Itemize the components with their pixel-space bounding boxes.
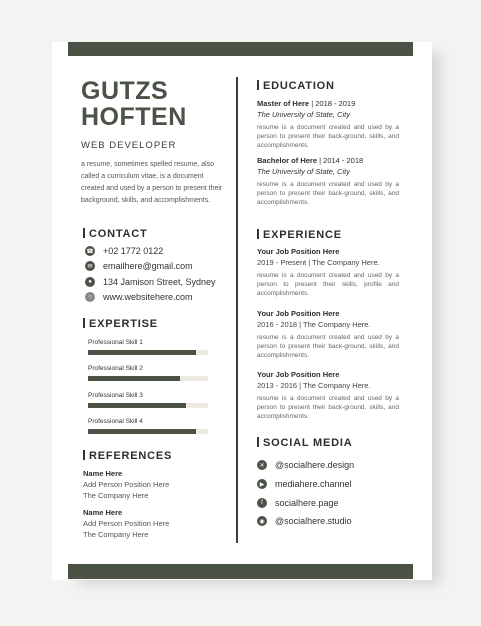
expertise-heading: EXPERTISE xyxy=(83,318,158,330)
contact-website xyxy=(85,292,193,302)
experience-desc: resume is a document created and used by a person to present their back-ground, skills, and accomplishments. xyxy=(257,334,399,359)
contact-heading: CONTACT xyxy=(83,228,148,240)
social-youtube xyxy=(257,479,352,489)
bottom-accent-bar xyxy=(68,564,413,579)
education-degree-line xyxy=(257,156,399,165)
reference-company: The Company Here xyxy=(83,491,149,500)
education-years: | 2018 - 2019 xyxy=(309,99,356,108)
social-facebook xyxy=(257,498,339,508)
contact-phone xyxy=(85,246,163,256)
skill-item xyxy=(88,365,208,381)
social-x xyxy=(257,460,354,470)
experience-position xyxy=(257,247,399,256)
skill-label: Professional Skill 2 xyxy=(88,365,143,372)
skill-fill xyxy=(88,376,180,381)
address-text: 134 Jamison Street, Sydney xyxy=(103,277,216,287)
youtube-icon: ▶ xyxy=(257,479,267,489)
skill-fill xyxy=(88,429,196,434)
experience-position-text: Your Job Position Here xyxy=(257,247,340,256)
experience-desc: resume is a document created and used by a person to present their back-ground, skills, and accomplishments. xyxy=(257,395,399,420)
skill-track xyxy=(88,429,208,434)
skill-item xyxy=(88,339,208,355)
reference-company: The Company Here xyxy=(83,530,149,539)
experience-item xyxy=(257,370,399,421)
experience-meta: 2013 - 2016 | The Company Here. xyxy=(257,381,371,390)
education-item xyxy=(257,156,399,207)
education-heading: EDUCATION xyxy=(257,80,335,92)
experience-heading: EXPERIENCE xyxy=(257,229,342,241)
reference-position: Add Person Position Here xyxy=(83,519,170,528)
reference-position: Add Person Position Here xyxy=(83,480,170,489)
social-facebook-text: socialhere.page xyxy=(275,498,339,508)
social-heading: SOCIAL MEDIA xyxy=(257,437,352,449)
experience-position-text: Your Job Position Here xyxy=(257,309,340,318)
skill-label: Professional Skill 3 xyxy=(88,392,143,399)
social-x-text: @socialhere.design xyxy=(275,460,355,470)
education-degree: Master of Here xyxy=(257,99,310,108)
reference-name: Name Here xyxy=(83,508,123,517)
reference-item xyxy=(83,507,169,540)
education-desc: resume is a document created and used by a person to present their back-ground, skills, and accomplishments. xyxy=(257,124,399,149)
experience-meta: 2016 - 2018 | The Company Here. xyxy=(257,320,371,329)
education-item xyxy=(257,99,399,150)
about-text: a resume, sometimes spelled resume, also called a curriculum vitae, is a document created and used by a person to present their background, skills, and accomplishments. xyxy=(81,161,223,204)
reference-name: Name Here xyxy=(83,469,123,478)
experience-position xyxy=(257,309,399,318)
experience-item xyxy=(257,309,399,360)
skill-fill xyxy=(88,403,186,408)
phone-text: +02 1772 0122 xyxy=(103,246,164,256)
skill-track xyxy=(88,403,208,408)
education-school: The University of State, City xyxy=(257,167,350,176)
reference-item xyxy=(83,468,169,501)
skill-label: Professional Skill 1 xyxy=(88,339,143,346)
globe-icon: ○ xyxy=(85,292,95,302)
email-icon: ✉ xyxy=(85,261,95,271)
top-accent-bar xyxy=(68,42,413,56)
experience-position-text: Your Job Position Here xyxy=(257,370,340,379)
social-instagram-text: @socialhere.studio xyxy=(275,516,352,526)
experience-desc: resume is a document created and used by a person to present their skills, profile and accomplishments. xyxy=(257,272,399,297)
education-degree: Bachelor of Here xyxy=(257,156,318,165)
instagram-icon: ◉ xyxy=(257,516,267,526)
skill-item xyxy=(88,392,208,408)
experience-position xyxy=(257,370,399,379)
social-instagram xyxy=(257,516,352,526)
skill-fill xyxy=(88,350,196,355)
location-icon: ● xyxy=(85,277,95,287)
website-text: www.websitehere.com xyxy=(103,292,193,302)
job-title: WEB DEVELOPER xyxy=(81,140,177,151)
contact-email xyxy=(85,261,193,271)
education-degree-line xyxy=(257,99,399,108)
experience-meta: 2019 - Present | The Company Here. xyxy=(257,258,380,267)
skill-track xyxy=(88,350,208,355)
skill-label: Professional Skill 4 xyxy=(88,418,143,425)
phone-icon: ☎ xyxy=(85,246,95,256)
name-line-1: GUTZS xyxy=(81,77,169,105)
education-desc: resume is a document created and used by a person to present their back-ground, skills, and accomplishments. xyxy=(257,181,399,206)
facebook-icon: f xyxy=(257,498,267,508)
name-line-2: HOFTEN xyxy=(81,103,187,131)
social-youtube-text: mediahere.channel xyxy=(275,479,352,489)
experience-item xyxy=(257,247,399,298)
column-divider xyxy=(236,77,238,543)
email-text: emailhere@gmail.com xyxy=(103,261,193,271)
education-years: | 2014 - 2018 xyxy=(317,156,364,165)
skill-track xyxy=(88,376,208,381)
contact-address xyxy=(85,277,216,287)
references-heading: REFERENCES xyxy=(83,450,172,462)
x-icon: ✕ xyxy=(257,460,267,470)
education-school: The University of State, City xyxy=(257,110,350,119)
resume-page xyxy=(52,42,432,580)
skill-item xyxy=(88,418,208,434)
candidate-name xyxy=(81,78,231,130)
